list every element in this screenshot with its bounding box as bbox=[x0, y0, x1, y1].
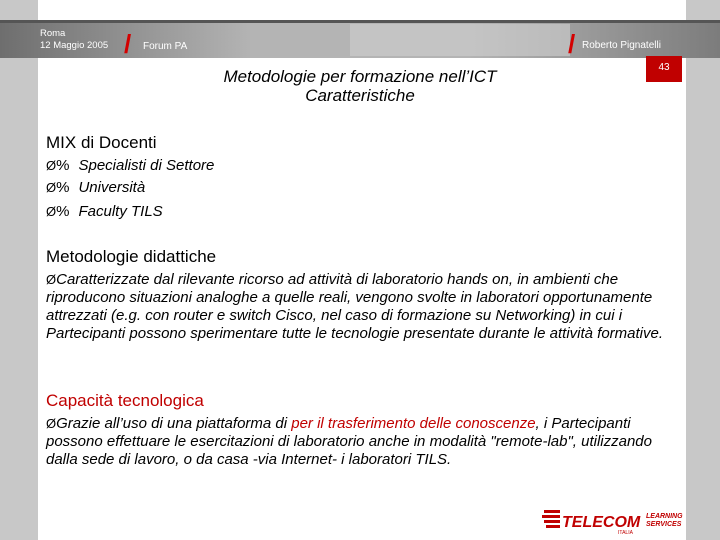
list-item-label: Università bbox=[78, 179, 146, 196]
telecom-logo-stripes-icon bbox=[542, 510, 560, 528]
section-metodologie bbox=[46, 247, 686, 343]
slide-number: 43 bbox=[658, 62, 670, 73]
percent-bullet: % bbox=[56, 203, 70, 220]
list-item bbox=[46, 156, 686, 176]
section-docenti bbox=[46, 133, 686, 222]
header-author: Roberto Pignatelli bbox=[582, 40, 661, 51]
title-line-1: Metodologie per formazione nell’ICT bbox=[223, 67, 497, 86]
section-heading-capacita: Capacità tecnologica bbox=[46, 391, 204, 410]
paragraph-text: Caratterizzate dal rilevante ricorso ad attività di laboratorio hands on, in ambienti che riproducono situazioni analoghe a quelle reali, vengono svolte in laboratori opportunamente attrezzati (e.g. con router e switch Cisco, nel caso di formazione su Networking) in cui i Partecipanti possono sperimentare tutte le tecnologie presentate durante le attività formative. bbox=[46, 271, 664, 342]
percent-bullet: % bbox=[56, 179, 70, 196]
slash-divider-icon: / bbox=[568, 29, 576, 59]
logo-brand: TELECOM bbox=[562, 514, 641, 531]
logo-sub-1: LEARNING bbox=[646, 513, 683, 520]
slash-divider-icon: / bbox=[124, 29, 132, 59]
header-date: 12 Maggio 2005 bbox=[40, 40, 109, 51]
title-line-2: Caratteristiche bbox=[305, 86, 415, 105]
telecom-logo bbox=[540, 505, 690, 535]
logo-sub-2: SERVICES bbox=[646, 521, 682, 528]
paragraph-metodologie bbox=[46, 271, 682, 343]
paragraph-text-start: Grazie all’uso di una piattaforma di bbox=[56, 415, 292, 432]
list-item bbox=[46, 202, 686, 222]
logo-country: ITALIA bbox=[618, 530, 633, 535]
paragraph-capacita bbox=[46, 415, 682, 469]
section-heading-metodologie: Metodologie didattiche bbox=[46, 247, 217, 266]
header-band-lighter bbox=[350, 24, 570, 56]
arrow-bullet-icon: Ø bbox=[46, 158, 57, 173]
arrow-bullet-icon: Ø bbox=[46, 204, 57, 219]
header-event: Forum PA bbox=[143, 41, 188, 52]
header-place: Roma bbox=[40, 28, 66, 39]
percent-bullet: % bbox=[56, 157, 70, 174]
list-item-label: Specialisti di Settore bbox=[78, 157, 215, 174]
arrow-bullet-icon: Ø bbox=[46, 272, 57, 287]
arrow-bullet-icon: Ø bbox=[46, 180, 57, 195]
slide-title bbox=[150, 67, 570, 105]
list-item-label: Faculty TILS bbox=[78, 203, 163, 220]
header-band-top-edge bbox=[0, 20, 720, 23]
section-heading-docenti: MIX di Docenti bbox=[46, 133, 157, 152]
section-capacita bbox=[46, 391, 686, 469]
arrow-bullet-icon: Ø bbox=[46, 416, 57, 431]
list-item bbox=[46, 178, 686, 198]
paragraph-highlight: per il trasferimento delle conoscenze bbox=[291, 415, 536, 432]
paragraph-text-end: , i Partecipanti possono effettuare le esercitazioni di laboratorio anche in modalità "remote-lab", utilizzando dalla sede di lavoro, o da casa -via Internet- i laboratori TILS. bbox=[46, 415, 652, 468]
